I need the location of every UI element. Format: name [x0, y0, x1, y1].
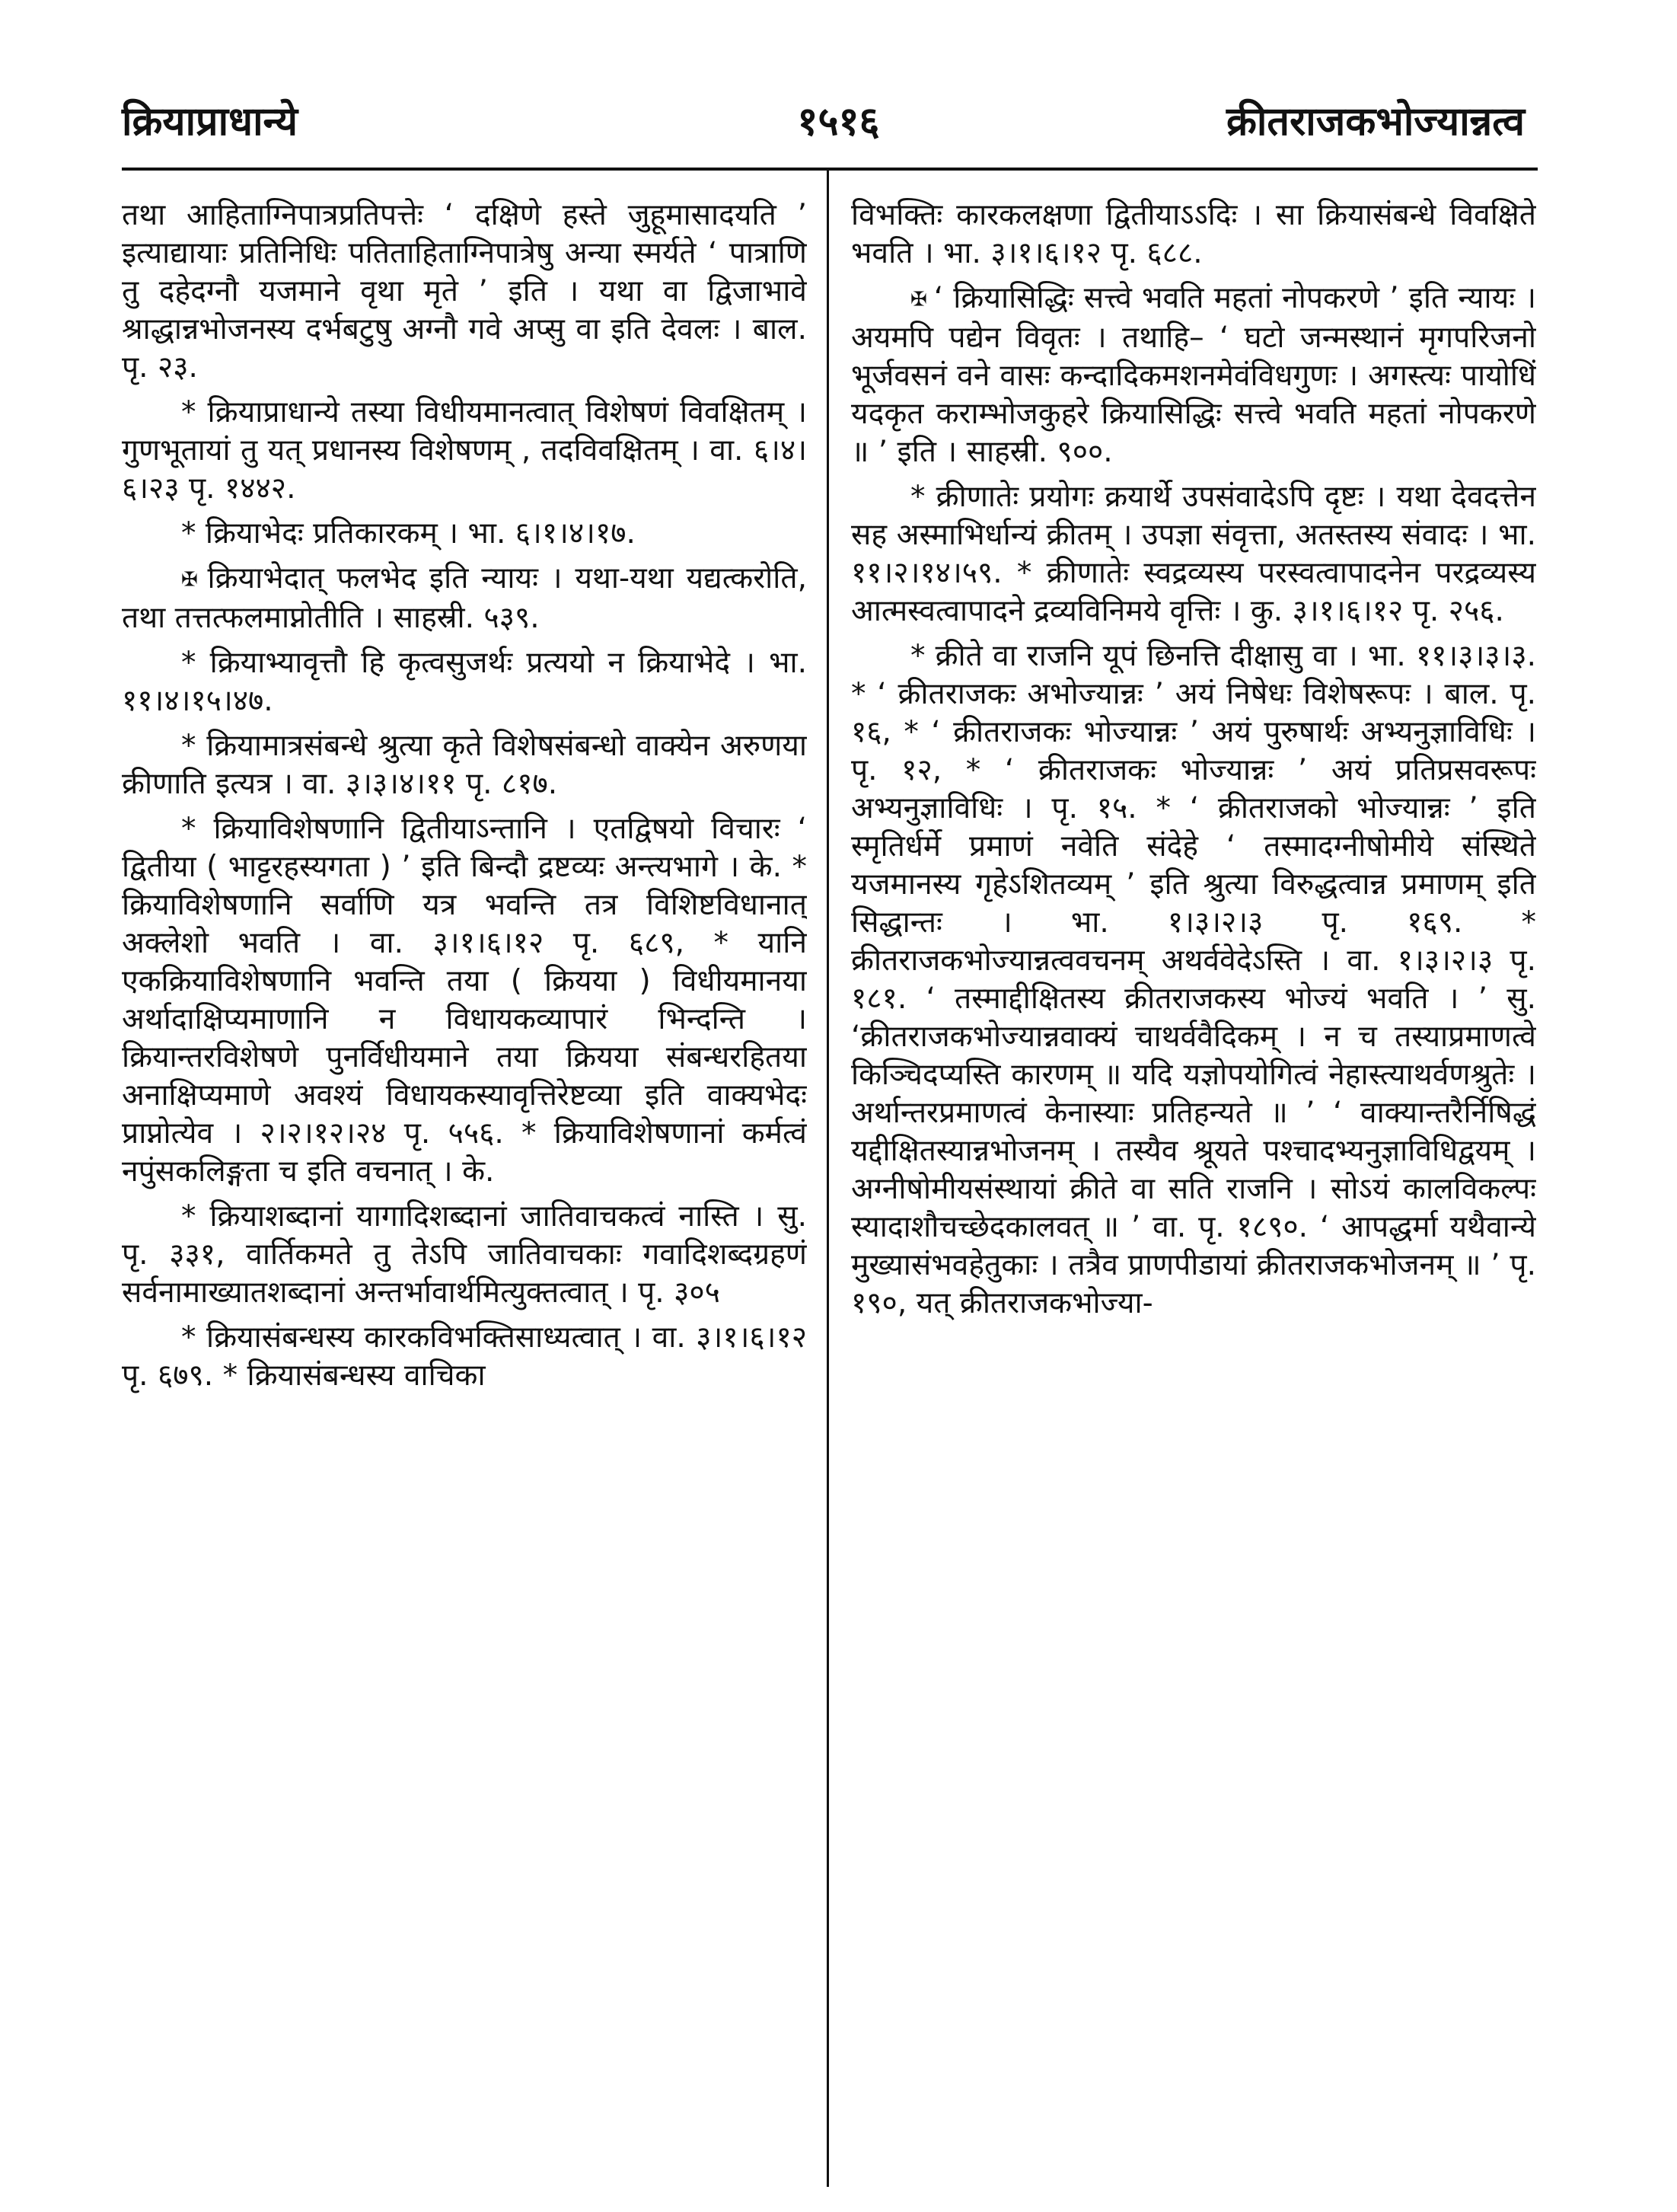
paragraph: * क्रियाप्राधान्ये तस्या विधीयमानत्वात् विशेषणं विवक्षितम् । गुणभूतायां तु यत् प्रधानस्य विशेषणम् , तदविवक्षितम् । वा. ६।४।६।२३ पृ. १४४२.	[122, 395, 807, 506]
paragraph-text: ‘ क्रियासिद्धिः सत्त्वे भवति महतां नोपकरणे ’ इति न्यायः । अयमपि पद्येन विवृतः । तथाहि– ‘ घटो जन्मस्थानं मृगपरिजनो भूर्जवसनं वने वासः कन्दादिकमशनमेवंविधगुणः । अगस्त्यः पायोधिं यदकृत कराम्भोजकुहरे क्रियासिद्धिः सत्त्वे भवति महतां नोपकरणे ॥ ’ इति । साहस्री. ९००.	[851, 281, 1536, 469]
paragraph: * क्रियाशब्दानां यागादिशब्दानां जातिवाचकत्वं नास्ति । सु. पृ. ३३१, वार्तिकमते तु तेऽपि जातिवाचकाः गवादिशब्दग्रहणं सर्वनामाख्यातशब्दानां अन्तर्भावार्थमित्युक्तत्वात् । पृ. ३०५	[122, 1199, 807, 1310]
maxim-mark-icon: ✠	[181, 568, 208, 592]
paragraph: विभक्तिः कारकलक्षणा द्वितीयाऽऽदिः । सा क्रियासंबन्धे विवक्षिते भवति । भा. ३।१।६।१२ पृ. ६८८.	[851, 198, 1536, 270]
paragraph: * क्रियाभेदः प्रतिकारकम् । भा. ६।१।४।१७.	[181, 516, 636, 551]
right-column	[851, 196, 1536, 2191]
paragraph-text: क्रियाभेदात् फलभेद इति न्यायः । यथा-यथा यद्यत्करोति, तथा तत्तत्फलमाप्नोतीति । साहस्री. ५३९.	[122, 561, 807, 635]
paragraph	[851, 279, 1536, 471]
maxim-mark-icon: ✠	[910, 288, 934, 311]
paragraph: * क्रियासंबन्धस्य कारकविभक्तिसाध्यत्वात् । वा. ३।१।६।१२ पृ. ६७९. * क्रियासंबन्धस्य वाचिका	[122, 1320, 807, 1393]
header-rule	[122, 168, 1538, 171]
paragraph: * क्रीते वा राजनि यूपं छिनत्ति दीक्षासु वा । भा. ११।३।३।३. * ‘ क्रीतराजकः अभोज्यान्नः ’ अयं निषेधः विशेषरूपः । बाल. पृ. १६, * ‘ क्रीतराजकः भोज्यान्नः ’ अयं पुरुषार्थः अभ्यनुज्ञाविधिः । पृ. १२, * ‘ क्रीतराजकः भोज्यान्नः ’ अयं प्रतिप्रसवरूपः अभ्यनुज्ञाविधिः । पृ. १५. * ‘ क्रीतराजको भोज्यान्नः ’ इति स्मृतिर्धर्मे प्रमाणं नवेति संदेहे ‘ तस्मादग्नीषोमीये संस्थिते यजमानस्य गृहेऽशितव्यम् ’ इति श्रुत्या विरुद्धत्वान्न प्रमाणम् इति सिद्धान्तः । भा. १।३।२।३ पृ. १६९. * क्रीतराजकभोज्यान्नत्ववचनम् अथर्ववेदेऽस्ति । वा. १।३।२।३ पृ. १८१. ‘ तस्माद्दीक्षितस्य क्रीतराजकस्य भोज्यं भवति । ’ सु. ‘क्रीतराजकभोज्यान्नवाक्यं चाथर्ववैदिकम् । न च तस्याप्रमाणत्वे किञ्चिदप्यस्ति कारणम् ॥ यदि यज्ञोपयोगित्वं नेहास्त्याथर्वणश्रुतेः । अर्थान्तरप्रमाणत्वं केनास्याः प्रतिहन्यते ॥ ’ ‘ वाक्यान्तरैर्निषिद्धं यद्दीक्षितस्यान्नभोजनम् । तस्यैव श्रूयते पश्चादभ्यनुज्ञाविधिद्वयम् । अग्नीषोमीयसंस्थायां क्रीते वा सति राजनि । सोऽयं कालविकल्पः स्यादाशौचच्छेदकालवत् ॥ ’ वा. पृ. १८९०. ‘ आपद्धर्मा यथैवान्ये मुख्यासंभवहेतुकाः । तत्रैव प्राणपीडायां क्रीतराजकभोजनम् ॥ ’ पृ. १९०, यत् क्रीतराजकभोज्या-	[851, 638, 1536, 1320]
paragraph: तथा आहिताग्निपात्रप्रतिपत्तेः ‘ दक्षिणे हस्ते जुहूमासादयति ’ इत्याद्यायाः प्रतिनिधिः पतिताहिताग्निपात्रेषु अन्या स्मर्यते ‘ पात्राणि तु दहेदग्नौ यजमाने वृथा मृते ’ इति । यथा वा द्विजाभावे श्राद्धान्नभोजनस्य दर्भबटुषु अग्नौ गवे अप्सु वा इति देवलः । बाल. पृ. २३.	[122, 198, 807, 385]
paragraph: * क्रियामात्रसंबन्धे श्रुत्या कृते विशेषसंबन्धो वाक्येन अरुणया क्रीणाति इत्यत्र । वा. ३।३।४।११ पृ. ८१७.	[122, 728, 807, 801]
paragraph	[122, 560, 807, 637]
running-head-left: क्रियाप्राधान्ये	[122, 99, 298, 145]
paragraph: * क्रियाविशेषणानि द्वितीयाऽन्तानि । एतद्विषयो विचारः ‘ द्वितीया ( भाट्टरहस्यगता ) ’ इति बिन्दौ द्रष्टव्यः अन्त्यभागे । के. * क्रियाविशेषणानि सर्वाणि यत्र भवन्ति तत्र विशिष्टविधानात् अक्लेशो भवति । वा. ३।१।६।१२ पृ. ६८९, * यानि एकक्रियाविशेषणानि भवन्ति तया ( क्रियया ) विधीयमानया अर्थादाक्षिप्यमाणानि न विधायकव्यापारं भिन्दन्ति । क्रियान्तरविशेषणे पुनर्विधीयमाने तया क्रियया संबन्धरहितया अनाक्षिप्यमाणे अवश्यं विधायकस्यावृत्तिरेष्टव्या इति वाक्यभेदः प्राप्नोत्येव । २।२।१२।२४ पृ. ५५६. * क्रियाविशेषणानां कर्मत्वं नपुंसकलिङ्गता च इति वचनात् । के.	[122, 811, 807, 1189]
page-number: १५१६	[797, 99, 880, 145]
paragraph: * क्रियाभ्यावृत्तौ हि कृत्वसुजर्थः प्रत्ययो न क्रियाभेदे । भा. ११।४।१५।४७.	[122, 645, 807, 718]
paragraph: * क्रीणातेः प्रयोगः क्रयार्थे उपसंवादेऽपि दृष्टः । यथा देवदत्तेन सह अस्माभिर्धान्यं क्रीतम् । उपज्ञा संवृत्ता, अतस्तस्य संवादः । भा. ११।२।१४।५९. * क्रीणातेः स्वद्रव्यस्य परस्वत्वापादनेन परद्रव्यस्य आत्मस्वत्वापादने द्रव्यविनिमये वृत्तिः । कु. ३।१।६।१२ पृ. २५६.	[851, 479, 1536, 628]
left-column	[122, 196, 807, 2191]
column-divider	[827, 169, 829, 2187]
running-head-right: क्रीतराजकभोज्यान्नत्व	[1226, 99, 1525, 145]
